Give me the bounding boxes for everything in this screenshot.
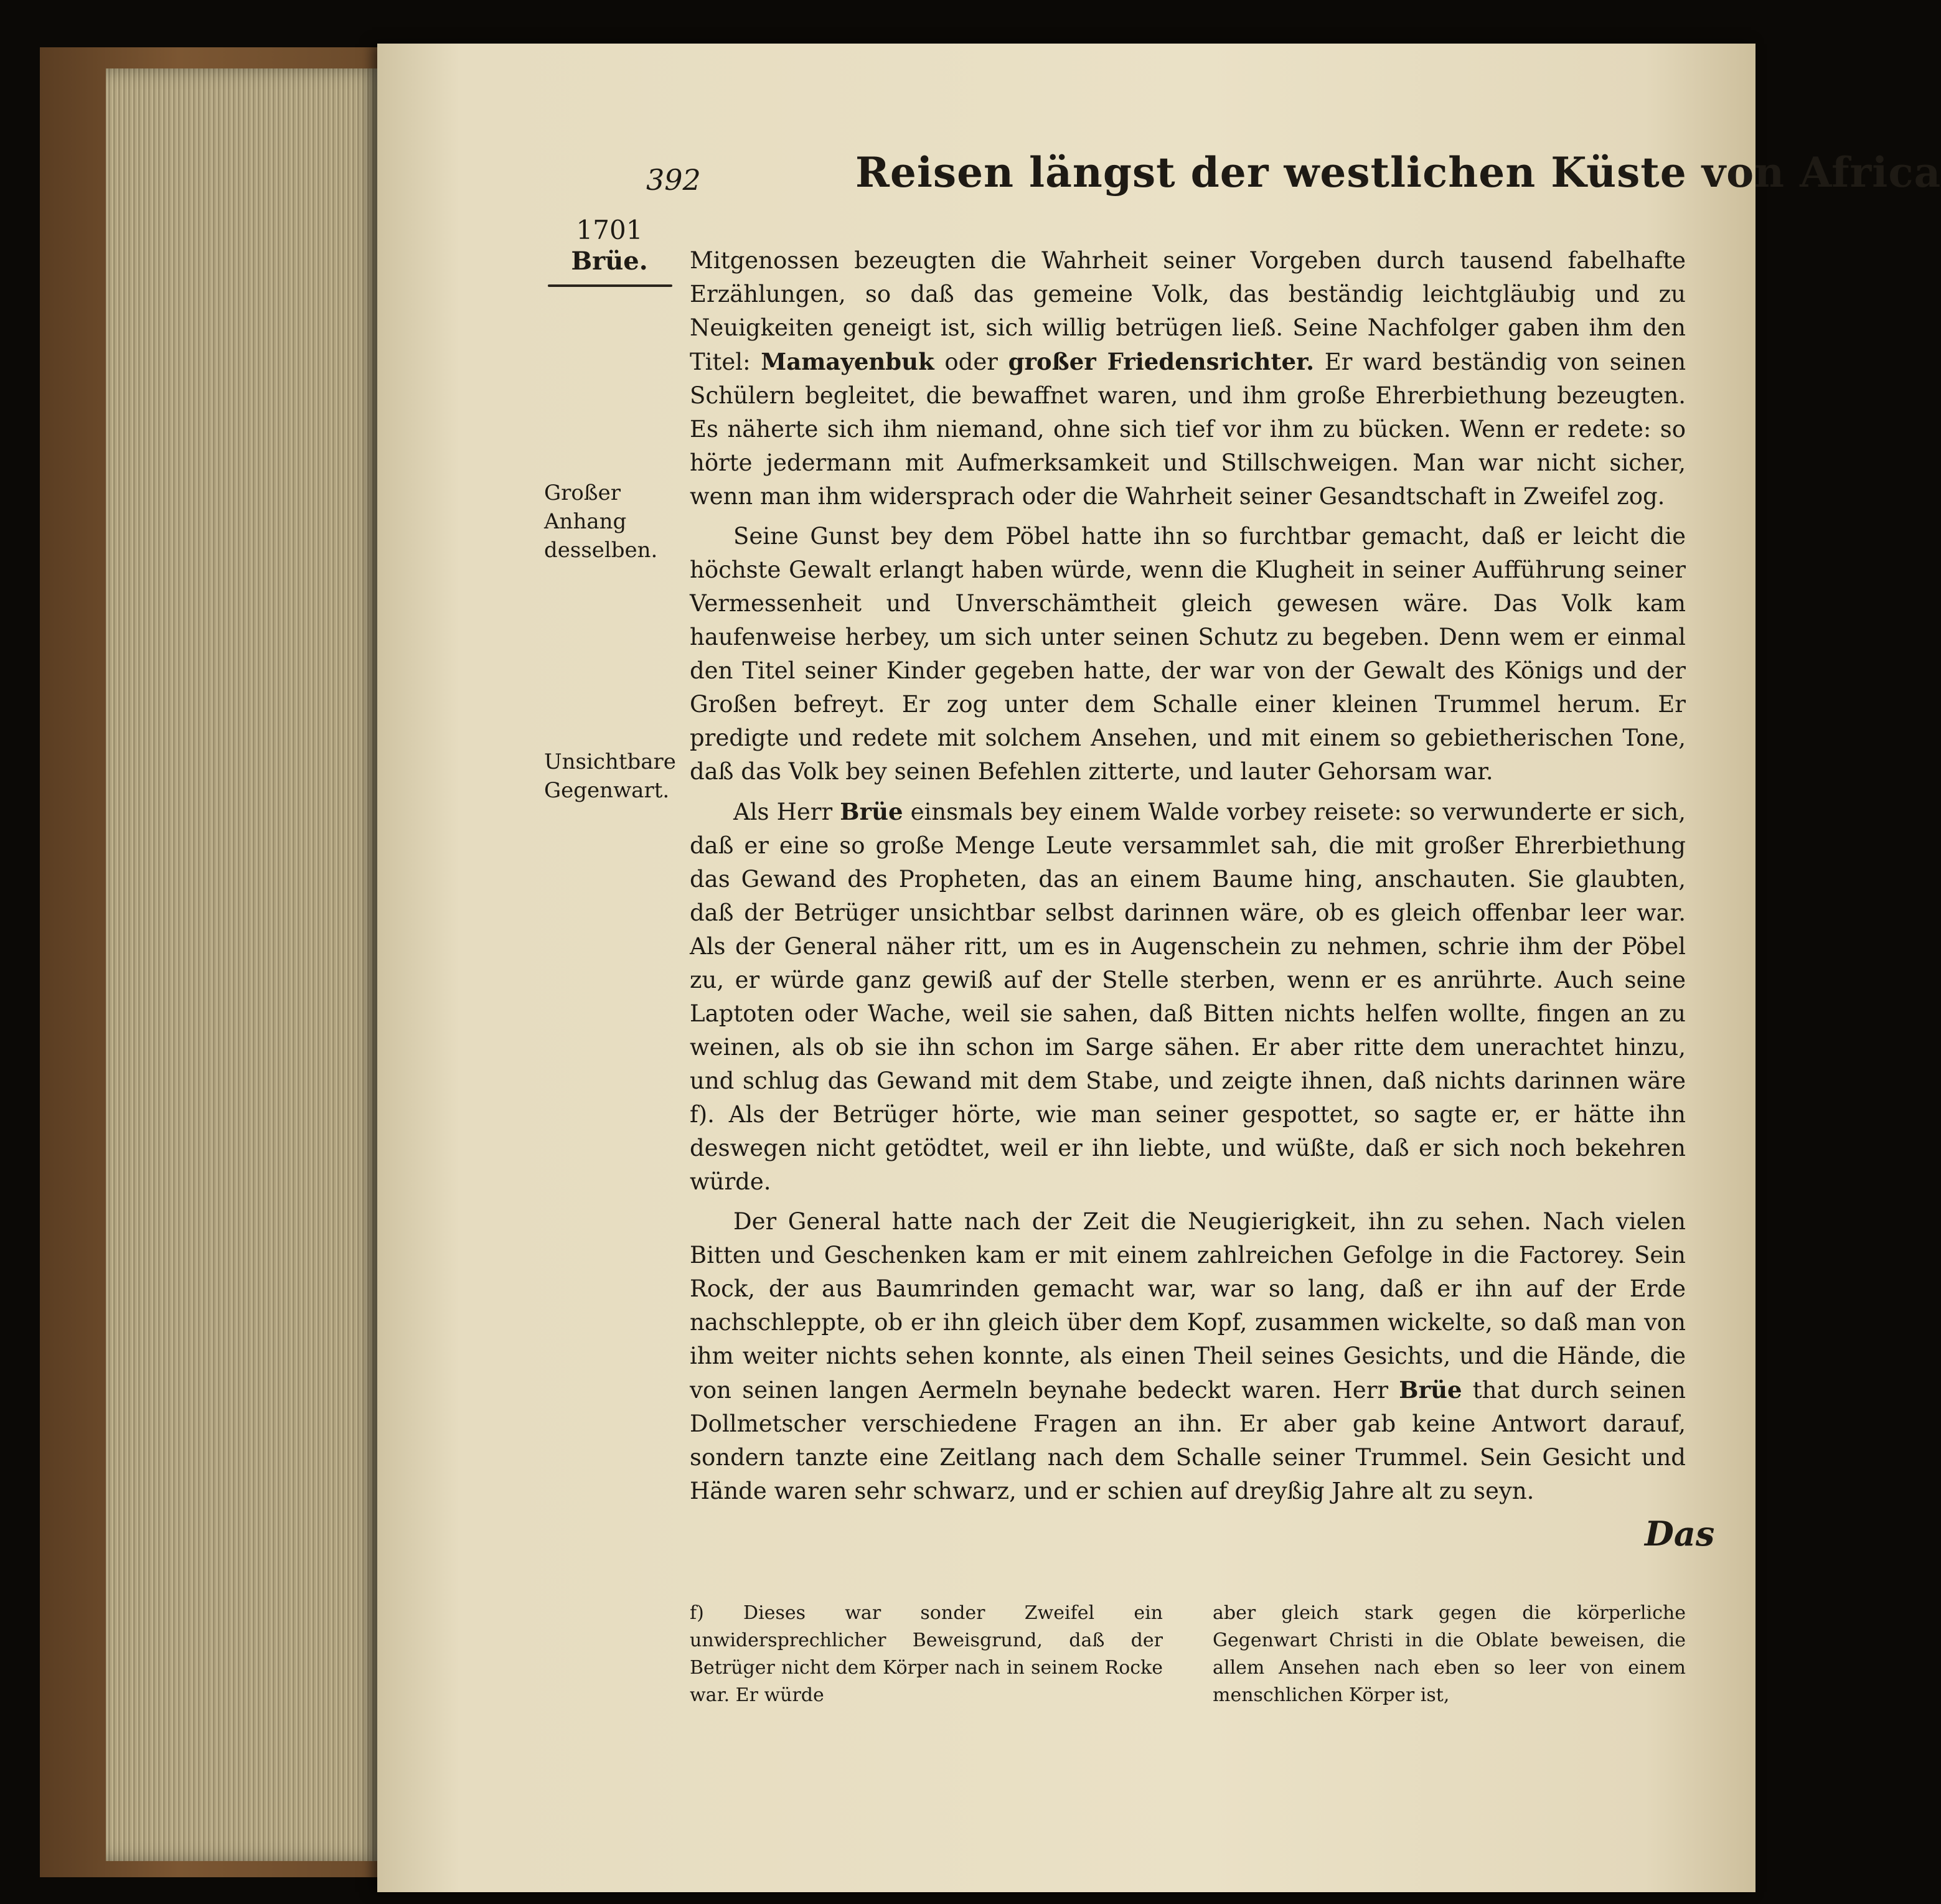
p3-footnote-ref: f). [690,1101,715,1128]
paragraph-3 [690,795,1686,1199]
footnotes [690,1600,1686,1709]
paragraph-1 [690,244,1686,514]
paragraph-2 [690,520,1686,789]
p3-name: Brüe [840,798,903,825]
margin-note-unsichtbar: Unsichtbare Gegenwart. [544,749,676,803]
p3-text-b: einsmals bey einem Walde vorbey reisete: so verwunderte er sich, daß er eine so große Menge Leute versammlet sah, die mit großer Ehrerbiethung das Gewand des Propheten, das an einem Baume hing, anschauten. Sie glaubten, daß der Betrüger unsichtbar selbst darinnen wäre, ob es gleich offenbar leer war. Als der General näher ritt, um es in Augenschein zu nehmen, schrie ihm der Pöbel zu, er würde ganz gewiß auf der Stelle sterben, wenn er es anrührte. Auch seine Laptoten oder Wache, weil sie sahen, daß Bitten nichts helfen wollte, fingen an zu weinen, als ob sie ihn schon im Sarge sähen. Er aber ritte dem unerachtet hinzu, und schlug das Gewand mit dem Stabe, und zeigte ihnen, daß nichts darinnen wäre [690,799,1686,1094]
p3-text-a: Als Herr [733,799,833,825]
p3-text-c: Als der Betrüger hörte, wie man seiner gespottet, so sagte er, er hätte ihn deswegen nicht getödtet, weil er ihn liebte, und wüßte, daß er sich noch bekehren würde. [690,1101,1686,1195]
p1-text: Mitgenossen bezeugten die Wahrheit seiner Vorgeben durch tausend fabelhafte Erzählungen, so daß das gemeine Volk, das beständig leichtgläubig und zu Neuigkeiten geneigt ist, sich willig betrügen ließ. Seine Nachfolger gaben ihm den Titel: [690,247,1686,375]
margin-date-note [544,215,675,287]
p4-text-b: that durch seinen Dollmetscher verschiedene Fragen an ihn. Er aber gab keine Antwort darauf, sondern tanzte eine Zeitlang nach dem Schalle seiner Trummel. Sein Gesicht und Hände waren sehr schwarz, und er schien auf dreyßig Jahre alt zu seyn. [690,1377,1686,1504]
p1-emphasis-2: großer Friedensrichter. [1008,348,1315,375]
catchword: Das [1645,1514,1715,1554]
margin-name: Brüe. [571,246,648,276]
p1-mid: oder [944,349,998,375]
page-edges [106,68,386,1861]
footnote-left: f) Dieses war sonder Zweifel ein unwidersprechlicher Beweisgrund, daß der Betrüger nicht dem Körper nach in seinem Rocke war. Er würde [690,1602,1163,1706]
p2-text: Seine Gunst bey dem Pöbel hatte ihn so furchtbar gemacht, daß er leicht die höchste Gewalt erlangt haben würde, wenn die Klugheit in seiner Aufführung seiner Vermessenheit und Unverschämtheit gleich gewesen wäre. Das Volk kam haufenweise herbey, um sich unter seinen Schutz zu begeben. Denn wem er einmal den Titel seiner Kinder gegeben hatte, der war von der Gewalt des Königs und der Großen befreyt. Er zog unter dem Schalle einer kleinen Trummel herum. Er predigte und redete mit solchem Ansehen, und mit einem so gebietherischen Tone, daß das Volk bey seinen Befehlen zitterte, und lauter Gehorsam war. [690,523,1686,785]
book-page [377,44,1941,1892]
page-header [377,137,1941,205]
p1-rest: Er ward beständig von seinen Schülern begleitet, die bewaffnet waren, und ihm große Ehrerbiethung bezeugten. Es näherte sich ihm niemand, ohne sich tief vor ihm zu bücken. Wenn er redete: so hörte jedermann mit Aufmerksamkeit und Stillschweigen. Man war nicht sicher, wenn man ihm widersprach oder die Wahrheit seiner Gesandtschaft in Zweifel zog. [690,349,1686,510]
main-text [690,244,1686,1514]
p4-text-a: Der General hatte nach der Zeit die Neugierigkeit, ihn zu sehen. Nach vielen Bitten und Geschenken kam er mit einem zahlreichen Gefolge in die Factorey. Sein Rock, der aus Baumrinden gemacht war, war so lang, daß er ihn auf der Erde nachschleppte, ob er ihn gleich über dem Kopf, zusammen wickelte, so daß man von ihm weiter nichts sehen konnte, als einen Theil seines Gesichts, und die Hände, die von seinen langen Aermeln beynahe bedeckt waren. Herr [690,1208,1686,1404]
p1-emphasis: Mamayenbuk [761,348,934,375]
footnote-right: aber gleich stark gegen die körperliche Gegenwart Christi in die Oblate beweisen, die allem Ansehen nach eben so leer von einem menschlichen Körper ist, [1213,1602,1686,1706]
margin-note-anhang: Großer Anhang desselben. [544,481,658,563]
paragraph-4 [690,1205,1686,1508]
margin-rule [548,284,672,287]
page-number: 392 [646,163,701,197]
p4-name: Brüe [1399,1376,1462,1404]
margin-year: 1701 [576,215,643,245]
running-title: Reisen längst der westlichen Küste von Africa [855,148,1941,197]
